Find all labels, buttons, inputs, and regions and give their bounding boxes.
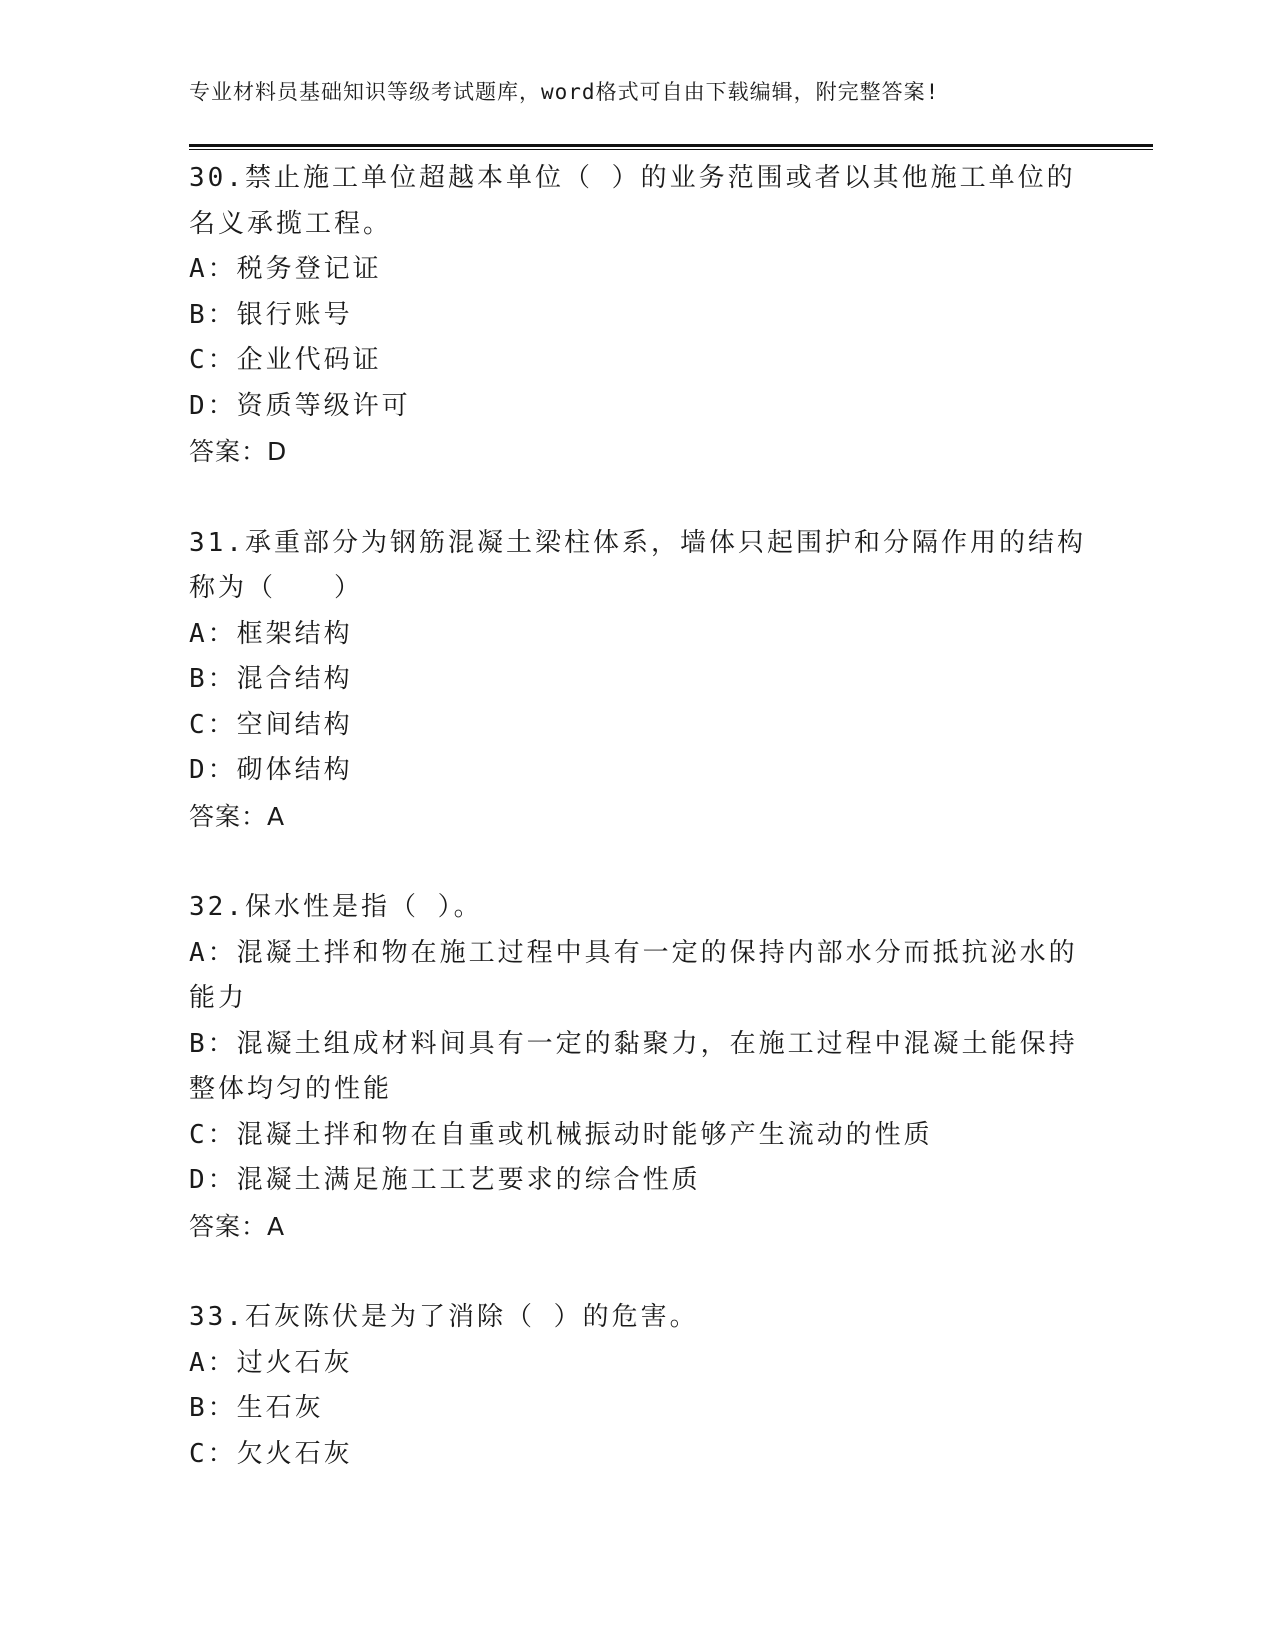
question-stem: 32.保水性是指（ ）。	[189, 892, 483, 922]
answer-option: C：空间结构	[189, 709, 353, 740]
answer-option: A：过火石灰	[189, 1347, 353, 1378]
answer-option: 能力	[189, 983, 248, 1013]
question-block	[189, 885, 1078, 1249]
question-stem: 33.石灰陈伏是为了消除（ ）的危害。	[189, 1302, 699, 1332]
question-block	[189, 521, 1086, 840]
question-stem: 31.承重部分为钢筋混凝土梁柱体系，墙体只起围护和分隔作用的结构	[189, 527, 1086, 558]
answer-key: 答案：A	[189, 1211, 286, 1241]
answer-option: 整体均匀的性能	[189, 1074, 393, 1104]
question-block	[189, 156, 1076, 475]
question-stem: 称为（ ）	[189, 573, 364, 603]
answer-option: A：框架结构	[189, 618, 353, 649]
answer-option: A：税务登记证	[189, 254, 382, 284]
answer-option: C：欠火石灰	[189, 1438, 353, 1469]
answer-option: C：企业代码证	[189, 345, 382, 375]
question-stem: 名义承揽工程。	[189, 208, 393, 239]
question-stem: 30.禁止施工单位超越本单位（ ）的业务范围或者以其他施工单位的	[189, 163, 1076, 193]
answer-option: D：砌体结构	[189, 755, 353, 785]
answer-option: C：混凝土拌和物在自重或机械振动时能够产生流动的性质	[189, 1119, 933, 1150]
answer-option: D：资质等级许可	[189, 390, 411, 421]
answer-option: B：混凝土组成材料间具有一定的黏聚力，在施工过程中混凝土能保持	[189, 1028, 1078, 1059]
answer-option: B：生石灰	[189, 1393, 324, 1423]
question-list	[189, 156, 1086, 1523]
answer-key: 答案：D	[189, 437, 288, 466]
answer-key: 答案：A	[189, 801, 286, 831]
page-header: 专业材料员基础知识等级考试题库，word格式可自由下载编辑，附完整答案!	[189, 80, 940, 104]
question-block	[189, 1295, 1069, 1477]
answer-option: B：混合结构	[189, 664, 353, 694]
answer-option: D：混凝土满足施工工艺要求的综合性质	[189, 1165, 701, 1195]
header-divider	[189, 144, 1153, 150]
answer-option: A：混凝土拌和物在施工过程中具有一定的保持内部水分而抵抗泌水的	[189, 937, 1078, 968]
answer-option: B：银行账号	[189, 299, 353, 330]
